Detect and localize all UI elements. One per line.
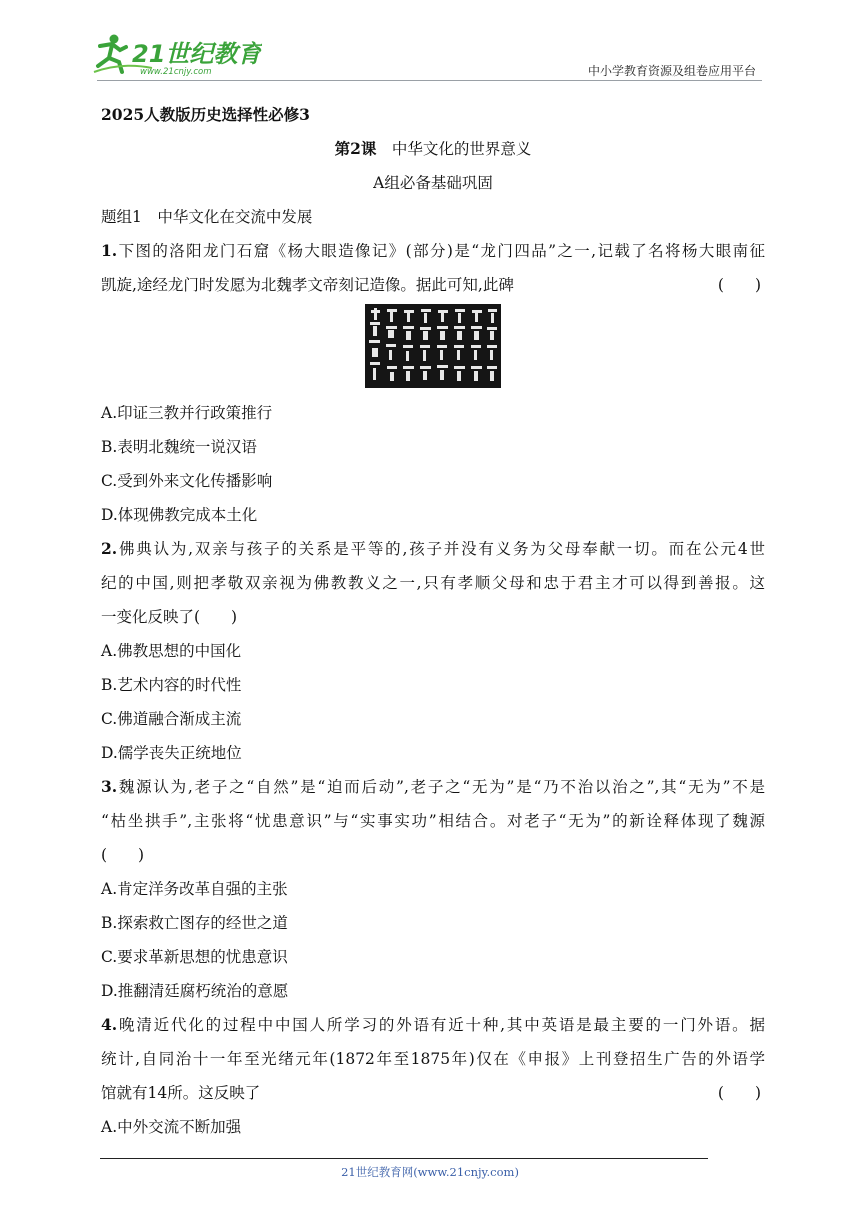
question-line: 纪的中国,则把孝敬双亲视为佛教教义之一,只有孝顺父母和忠于君主才可以得到善报。这 [101, 574, 765, 592]
lesson-title: 中华文化的世界意义 [391, 140, 532, 158]
question-line: 统计,自同治十一年至光绪元年(1872年至1875年)仅在《申报》上刊登招生广告的外语学 [101, 1050, 765, 1068]
stele-rubbing-image [365, 304, 501, 388]
document-body [101, 98, 765, 1144]
question-line: 2.佛典认为,双亲与孩子的关系是平等的,孩子并没有义务为父母奉献一切。而在公元4世 [101, 539, 765, 558]
question-line: 一变化反映了( ) [101, 608, 238, 626]
option-a: A.印证三教并行政策推行 [101, 404, 273, 422]
lesson-heading [101, 132, 765, 166]
answer-paren: ( ) [717, 276, 761, 294]
header-divider [97, 80, 762, 81]
question-line: 1.下图的洛阳龙门石窟《杨大眼造像记》(部分)是“龙门四品”之一,记载了名将杨大眼南征 [101, 241, 765, 260]
option-c: C.要求革新思想的忧患意识 [101, 948, 288, 966]
stele-figure [101, 304, 765, 388]
lesson-number: 第2课 [334, 139, 377, 158]
svg-text:21世纪教育: 21世纪教育 [132, 40, 262, 68]
page-header [0, 0, 860, 90]
option-b: B.表明北魏统一说汉语 [101, 438, 257, 456]
option-d: D.儒学丧失正统地位 [101, 744, 242, 762]
option-d: D.体现佛教完成本土化 [101, 506, 258, 524]
question-line: 3.魏源认为,老子之“自然”是“迫而后动”,老子之“无为”是“乃不治以治之”,其“无为”不是 [101, 777, 765, 796]
question-line: 凯旋,途经龙门时发愿为北魏孝文帝刻记造像。据此可知,此碑 ( ) [101, 268, 765, 302]
book-title: 2025人教版历史选择性必修3 [101, 105, 310, 124]
runner-logo-icon [92, 32, 262, 78]
question-2 [101, 532, 765, 770]
option-a: A.佛教思想的中国化 [101, 642, 242, 660]
option-a: A.中外交流不断加强 [101, 1118, 242, 1136]
platform-name: 中小学教育资源及组卷应用平台 [587, 64, 756, 78]
option-c: C.受到外来文化传播影响 [101, 472, 273, 490]
question-line: 馆就有14所。这反映了 ( ) [101, 1076, 765, 1110]
option-a: A.肯定洋务改革自强的主张 [101, 880, 288, 898]
svg-text:www.21cnjy.com: www.21cnjy.com [140, 67, 212, 77]
logo [92, 32, 262, 78]
footer-divider [100, 1158, 708, 1159]
question-line: “枯坐拱手”,主张将“忧患意识”与“实事实功”相结合。对老子“无为”的新诠释体现了魏源 [101, 812, 765, 830]
topic-heading: 题组1 中华文化在交流中发展 [101, 208, 313, 226]
answer-paren: ( ) [717, 1084, 761, 1102]
option-c: C.佛道融合渐成主流 [101, 710, 242, 728]
option-b: B.探索救亡图存的经世之道 [101, 914, 288, 932]
footer-link[interactable]: 21世纪教育网(www.21cnjy.com) [341, 1165, 519, 1179]
option-b: B.艺术内容的时代性 [101, 676, 242, 694]
question-3 [101, 770, 765, 1008]
question-4 [101, 1008, 765, 1144]
question-line: ( ) [101, 846, 145, 864]
option-d: D.推翻清廷腐朽统治的意愿 [101, 982, 289, 1000]
group-heading: A组必备基础巩固 [373, 174, 493, 192]
question-line: 4.晚清近代化的过程中中国人所学习的外语有近十种,其中英语是最主要的一门外语。据 [101, 1015, 765, 1034]
question-1 [101, 234, 765, 532]
